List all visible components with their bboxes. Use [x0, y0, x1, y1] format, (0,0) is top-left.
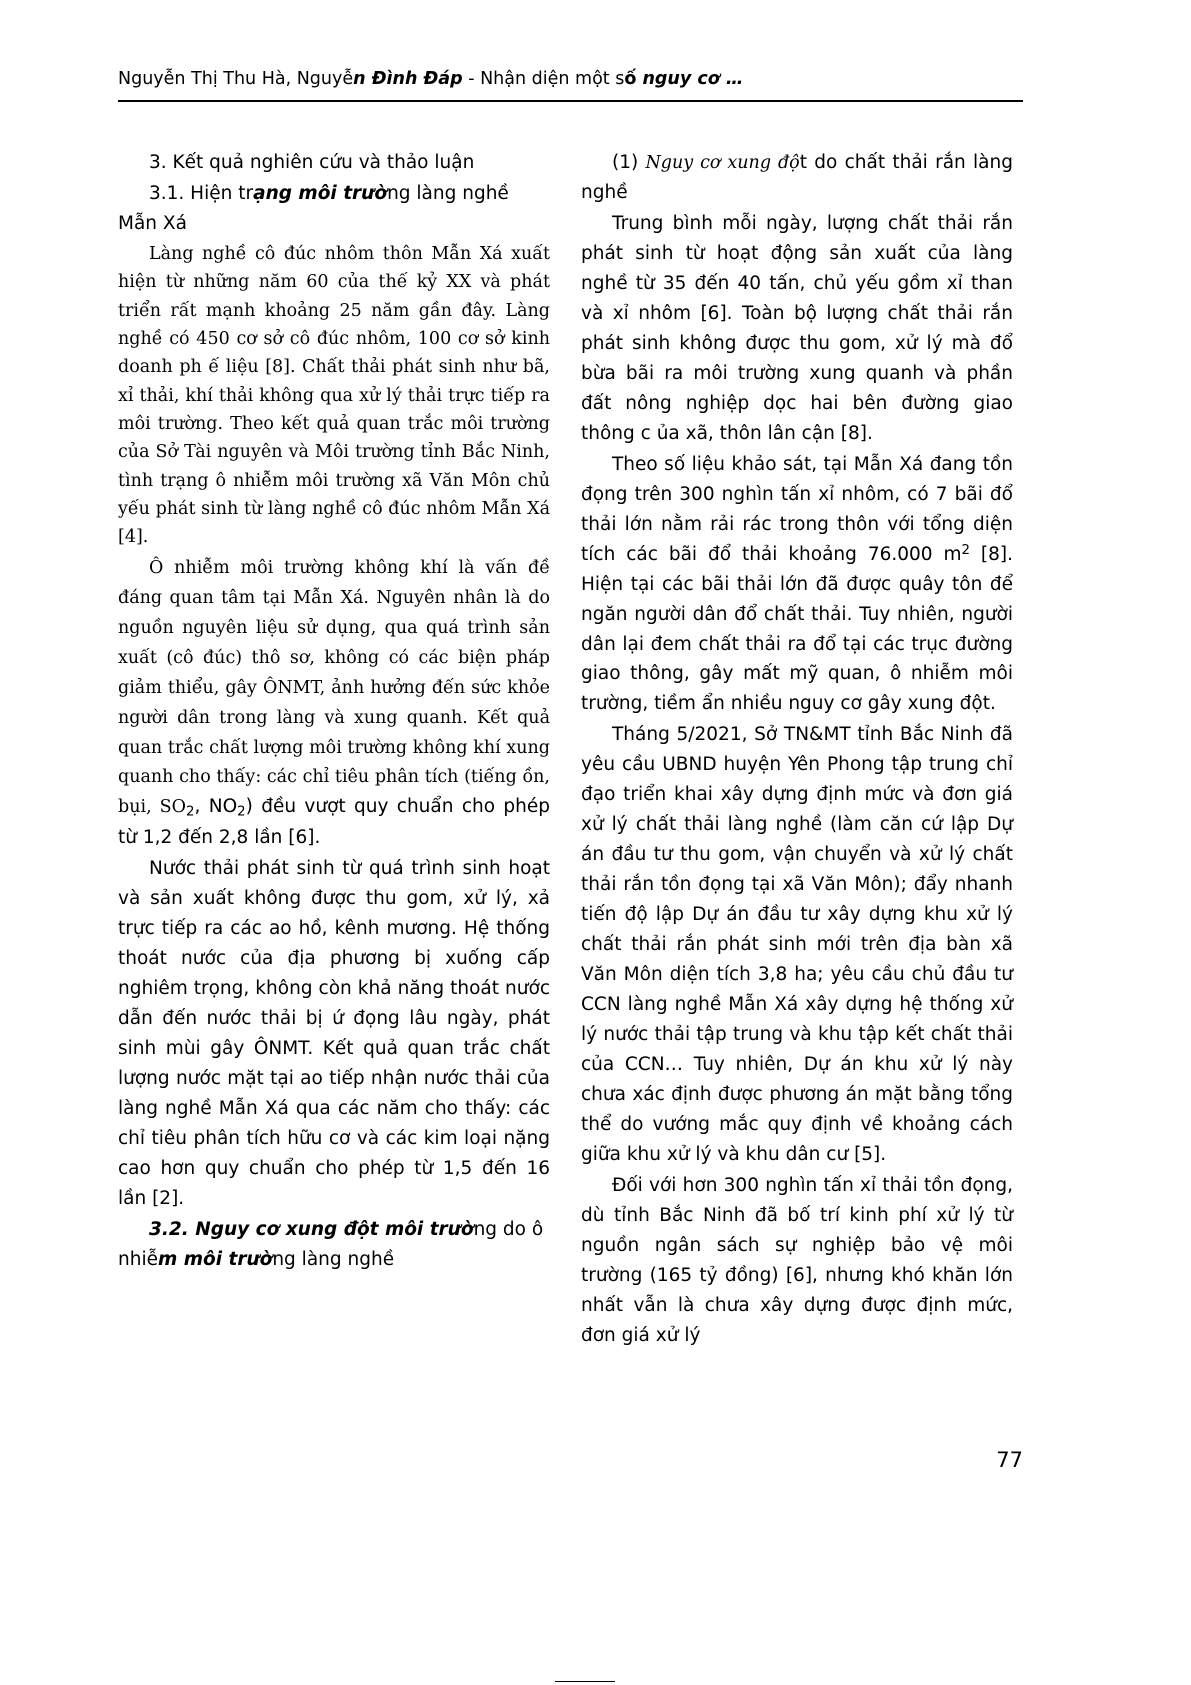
header-divider — [118, 100, 1023, 102]
heading-31-part-c: ng làng nghề — [387, 182, 509, 204]
no2-subscript: 2 — [237, 804, 246, 820]
heading-31-part-d: Mẫn Xá — [118, 212, 187, 234]
so2-subscript: 2 — [186, 804, 195, 820]
running-header — [118, 68, 1023, 92]
section-heading-3-1 — [118, 179, 550, 239]
heading-32-part-d: ng làng nghề — [272, 1248, 395, 1270]
heading-32-part-a: 3.2. Nguy cơ xung đột môi trườ — [149, 1218, 474, 1240]
header-title-bold: ố — [624, 69, 643, 89]
section-heading-3-2 — [118, 1215, 550, 1275]
section-heading-3: 3. Kết quả nghiên cứu và thảo luận — [149, 152, 475, 173]
heading-32-part-b: ng do ô nhiễ — [118, 1218, 544, 1270]
right-paragraph-4: Đối với hơn 300 nghìn tấn xỉ thải tồn đọng, dù tỉnh Bắc Ninh đã bố trí kinh phí xử lý từ nguồn ngân sách sự nghiệp bảo vệ môi trường (165 tỷ đồng) [6], nhưng khó khăn lớn nhất vẫn là chưa xây dựng được định mức, đơn giá xử lý — [581, 1174, 1013, 1346]
right-paragraph-2-part-a: Theo số liệu khảo sát, tại Mẫn Xá đang tồn đọng trên 300 nghìn tấn xỉ nhôm, có 7 bãi đổ thải lớn nằm rải rác trong thôn với tổng diện tích các bãi đổ thải khoảng 76.000 m — [581, 453, 1013, 565]
right-paragraph-2 — [581, 450, 1013, 720]
page-number: 77 — [996, 1448, 1023, 1472]
header-title-bold-italic: nguy cơ … — [642, 69, 744, 89]
item-1-rest: t do chất thải rắn làng nghề — [581, 152, 1013, 203]
left-paragraph-1: Làng nghề cô đúc nhôm thôn Mẫn Xá xuất hiện từ những năm 60 của thế kỷ XX và phát triển rất mạnh khoảng 25 năm gần đây. Làng nghề có 450 cơ sở cô đúc nhôm, 100 cơ sở kinh doanh ph ế liệu [8]. Chất thải phát sinh như bã, xỉ thải, khí thải không qua xử lý thải trực tiếp ra môi trường. Theo kết quả quan trắc môi trường của Sở Tài nguyên và Môi trường tỉnh Bắc Ninh, tình trạng ô nhiễm môi trường xã Văn Môn chủ yếu phát sinh từ làng nghề cô đúc nhôm Mẫn Xá [4]. — [118, 243, 550, 548]
left-paragraph-2-part-c: ) đều vượt quy chuẩn cho phép từ 1,2 đến 2,8 lần [6]. — [118, 796, 550, 849]
right-item-1-heading — [581, 148, 1013, 208]
heading-32-part-c: m môi trườ — [157, 1248, 273, 1270]
heading-31-part-a: 3.1. Hiện tr — [149, 182, 254, 204]
left-paragraph-2-part-a: Ô nhiễm môi trường không khí là vấn đề đáng quan tâm tại Mẫn Xá. Nguyên nhân là do nguồn nguyên liệu sử dụng, qua quá trình sản xuất (cô đúc) thô sơ, không có các biện pháp giảm thiểu, gây ÔNMT, ảnh hưởng đến sức khỏe người dân trong làng và xung quanh. Kết quả quan trắc chất lượng môi trường không khí xung quanh cho thấy: các chỉ tiêu phân tích (tiếng ồn, bụi, SO — [118, 557, 550, 818]
left-column — [118, 148, 550, 1276]
right-paragraph-2-part-b: [8]. Hiện tại các bãi thải lớn đã được quây tôn để ngăn người dân đổ chất thải. Tuy nhiên, người dân lại đem chất thải ra đổ tại các trục đường giao thông, gây mất mỹ quan, ô nhiễm môi trường, tiềm ẩn nhiều nguy cơ gây xung đột. — [581, 543, 1014, 715]
scan-artifact — [555, 1678, 1015, 1685]
header-separator: - Nhận diện một s — [462, 69, 625, 89]
heading-31-part-b: ạng môi trườ — [253, 182, 388, 204]
left-paragraph-3: Nước thải phát sinh từ quá trình sinh hoạt và sản xuất không được thu gom, xử lý, xả trực tiếp ra các ao hồ, kênh mương. Hệ thống thoát nước của địa phương bị xuống cấp nghiêm trọng, không còn khả năng thoát nước dẫn đến nước thải bị ứ đọng lâu ngày, phát sinh mùi gây ÔNMT. Kết quả quan trắc chất lượng nước mặt tại ao tiếp nhận nước thải của làng nghề Mẫn Xá qua các năm cho thấy: các chỉ tiêu phân tích hữu cơ và các kim loại nặng cao hơn quy chuẩn cho phép từ 1,5 đến 16 lần [2]. — [118, 858, 550, 1209]
square-meter-superscript: 2 — [961, 542, 970, 558]
item-1-number: (1) — [612, 152, 646, 173]
left-paragraph-2 — [118, 553, 550, 854]
left-paragraph-2-part-b: , NO — [194, 796, 238, 818]
item-1-italic-title: Nguy cơ xung độ — [645, 153, 800, 173]
header-authors: Nguyễn Thị Thu Hà, Nguyễ — [118, 69, 354, 89]
right-paragraph-3: Tháng 5/2021, Sở TN&MT tỉnh Bắc Ninh đã yêu cầu UBND huyện Yên Phong tập trung chỉ đạo triển khai xây dựng định mức và đơn giá xử lý chất thải làng nghề (làm căn cứ lập Dự án đầu tư thu gom, vận chuyển và xử lý chất thải rắn tồn đọng tại xã Văn Môn); đẩy nhanh tiến độ lập Dự án đầu tư xây dựng khu xử lý chất thải rắn phát sinh mới trên địa bàn xã Văn Môn diện tích 3,8 ha; yêu cầu chủ đầu tư CCN làng nghề Mẫn Xá xây dựng hệ thống xử lý nước thải tập trung và khu tập kết chất thải của CCN… Tuy nhiên, Dự án khu xử lý này chưa xác định được phương án mặt bằng tổng thể do vướng mắc quy định về khoảng cách giữa khu xử lý và khu dân cư [5]. — [581, 724, 1013, 1165]
right-column — [581, 148, 1013, 1352]
scan-artifact-line — [555, 1681, 615, 1685]
right-paragraph-1: Trung bình mỗi ngày, lượng chất thải rắn phát sinh từ hoạt động sản xuất của làng nghề từ 35 đến 40 tấn, chủ yếu gồm xỉ than và xỉ nhôm [6]. Toàn bộ lượng chất thải rắn phát sinh không được thu gom, xử lý mà đổ bừa bãi ra môi trường xung quanh và phần đất nông nghiệp dọc hai bên đường giao thông c ủa xã, thôn lân cận [8]. — [581, 212, 1013, 444]
header-authors-bold: n Đình Đáp — [353, 69, 463, 89]
